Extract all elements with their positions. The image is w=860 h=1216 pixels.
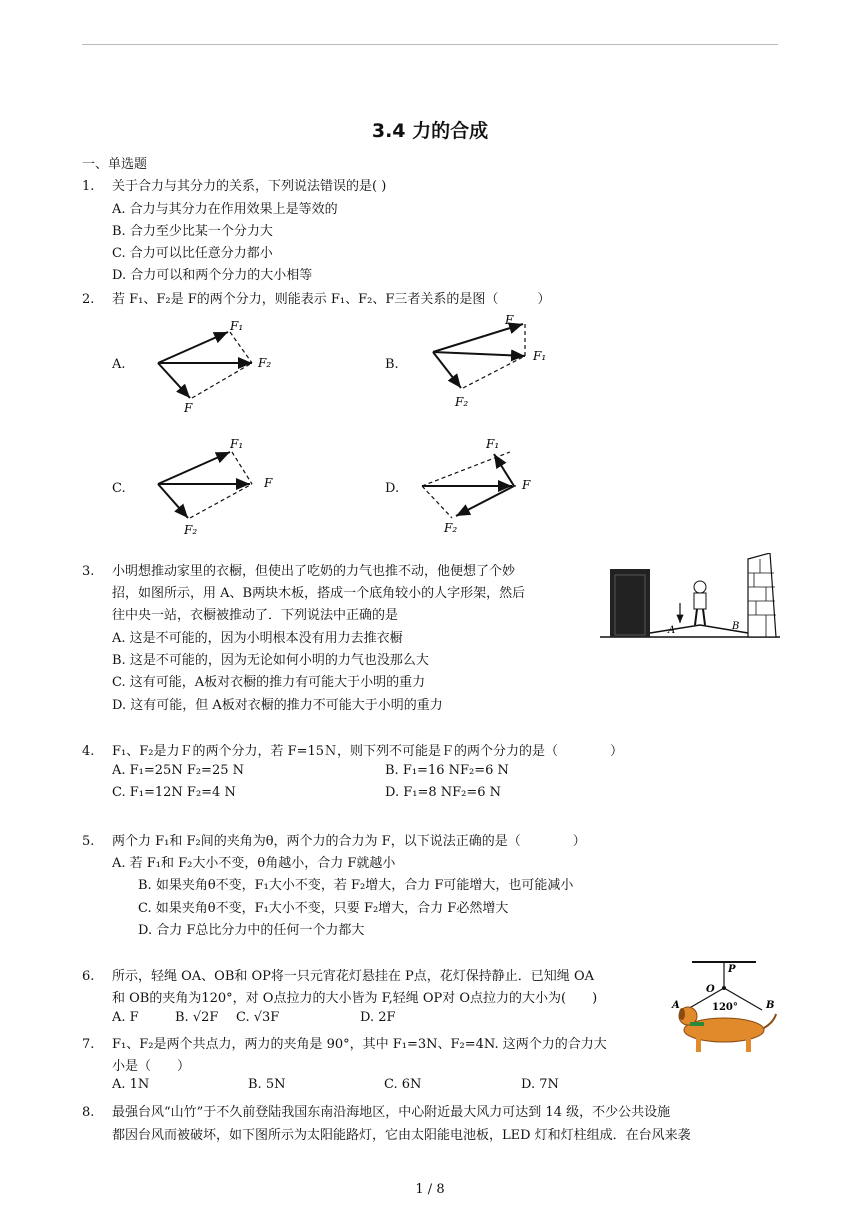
page-title: 3.4 力的合成 [371, 120, 489, 142]
label-f1: F₁ [230, 437, 244, 451]
label-f1: F₁ [230, 319, 244, 333]
label-f1: F₁ [533, 349, 547, 363]
page-number: 1 / 8 [415, 1182, 445, 1197]
question-6-option-c: C. √3F [236, 1010, 280, 1025]
question-2-figure-c [150, 436, 290, 536]
question-6-lantern-figure [670, 958, 780, 1058]
question-3-option-d: D. 这有可能，但 A板对衣橱的推力不可能大于小明的重力 [112, 698, 443, 713]
label-f2: F₂ [444, 521, 458, 535]
question-2-figure-a [150, 318, 290, 418]
question-5-option-d: D. 合力 F总比分力中的任何一个力都大 [138, 923, 365, 938]
question-3-wardrobe-figure [600, 553, 780, 641]
question-3-stem-line-2: 招，如图所示，用 A、B两块木板，搭成一个底角较小的人字形架，然后 [112, 586, 526, 601]
question-1-stem: 1. 关于合力与其分力的关系，下列说法错误的是( ) [82, 179, 387, 194]
question-2-option-b-letter: B. [385, 357, 399, 372]
question-4-option-b: B. F₁=16 NF₂=6 N [385, 763, 509, 778]
question-4-option-a: A. F₁=25N F₂=25 N [112, 763, 244, 778]
question-2-option-a-letter: A. [112, 357, 126, 372]
question-2-option-c-letter: C. [112, 481, 126, 496]
label-f2: F₂ [455, 395, 469, 409]
label-f: F [184, 401, 193, 415]
question-1-option-b: B. 合力至少比某一个分力大 [112, 224, 273, 239]
question-7-option-a: A. 1N [112, 1077, 150, 1092]
label-a: A [672, 1000, 680, 1011]
question-3-stem-line-1: 3. 小明想推动家里的衣橱，但使出了吃奶的力气也推不动，他便想了个妙 [82, 564, 516, 579]
question-1-option-d: D. 合力可以和两个分力的大小相等 [112, 268, 313, 283]
label-f: F [522, 478, 531, 492]
question-2-figure-d [412, 436, 552, 536]
question-4-stem: 4. F₁、F₂是力Ｆ的两个分力，若 F=15Ｎ，则下列不可能是Ｆ的两个分力的是（ ） [82, 744, 624, 759]
label-f: F [505, 313, 514, 327]
question-4-option-d: D. F₁=8 NF₂=6 N [385, 785, 502, 800]
question-5-option-c: C. 如果夹角θ不变，F₁大小不变，只要 F₂增大，合力 F必然增大 [138, 901, 509, 916]
question-6-option-b: B. √2F [175, 1010, 219, 1025]
question-6-stem-line-1: 6. 所示，轻绳 OA、OB和 OP将一只元宵花灯悬挂在 P点，花灯保持静止．已知绳 OA [82, 969, 594, 984]
label-angle: 120° [712, 1002, 738, 1013]
label-b: B [766, 1000, 775, 1011]
question-5-option-a: A. 若 F₁和 F₂大小不变，θ角越小，合力 F就越小 [112, 856, 396, 871]
question-7-option-d: D. 7N [521, 1077, 559, 1092]
question-5-stem: 5. 两个力 F₁和 F₂间的夹角为θ，两个力的合力为 F，以下说法正确的是（ ） [82, 834, 586, 849]
question-7-stem-line-2: 小是（ ） [112, 1059, 191, 1074]
question-7-option-c: C. 6N [384, 1077, 422, 1092]
question-7-option-b: B. 5N [248, 1077, 286, 1092]
question-1-option-a: A. 合力与其分力在作用效果上是等效的 [112, 202, 338, 217]
label-a: A [668, 625, 676, 636]
section-heading: 一、单选题 [82, 157, 148, 172]
label-f1: F₁ [486, 437, 500, 451]
question-7-stem-line-1: 7. F₁、F₂是两个共点力，两力的夹角是 90°，其中 F₁=3N、F₂=4N. 这两个力的合力大 [82, 1037, 607, 1052]
question-3-option-b: B. 这是不可能的，因为无论如何小明的力气也没那么大 [112, 653, 429, 668]
label-f2: F₂ [184, 523, 198, 536]
header-rule [82, 44, 778, 45]
question-5-option-b: B. 如果夹角θ不变，F₁大小不变，若 F₂增大，合力 F可能增大，也可能减小 [138, 878, 574, 893]
question-3-option-c: C. 这有可能，A板对衣橱的推力有可能大于小明的重力 [112, 675, 426, 690]
label-o: O [706, 984, 715, 995]
question-8-stem-line-2: 都因台风而被破坏，如下图所示为太阳能路灯，它由太阳能电池板，LED 灯和灯柱组成．在台风来袭 [112, 1128, 691, 1143]
label-b: B [732, 621, 740, 632]
question-2-option-d-letter: D. [385, 481, 400, 496]
question-2-figure-b [425, 312, 565, 412]
label-f2: F₂ [258, 356, 272, 370]
question-2-stem: 2. 若 F₁、F₂是 F的两个分力，则能表示 F₁、F₂、F三者关系的是图（ ） [82, 292, 551, 307]
question-6-option-d: D. 2F [360, 1010, 396, 1025]
label-f: F [264, 476, 273, 490]
question-8-stem-line-1: 8. 最强台风“山竹”于不久前登陆我国东南沿海地区，中心附近最大风力可达到 14 级，不少公共设施 [82, 1105, 671, 1120]
question-6-option-a: A. F [112, 1010, 139, 1025]
question-4-option-c: C. F₁=12N F₂=4 N [112, 785, 236, 800]
label-p: P [728, 964, 736, 975]
question-3-stem-line-3: 往中央一站，衣橱被推动了．下列说法中正确的是 [112, 608, 399, 623]
question-1-option-c: C. 合力可以比任意分力都小 [112, 246, 273, 261]
question-3-option-a: A. 这是不可能的，因为小明根本没有用力去推衣橱 [112, 631, 403, 646]
question-6-stem-line-2: 和 OB的夹角为120°，对 O点拉力的大小皆为 F,轻绳 OP对 O点拉力的大小为( ) [112, 991, 598, 1006]
